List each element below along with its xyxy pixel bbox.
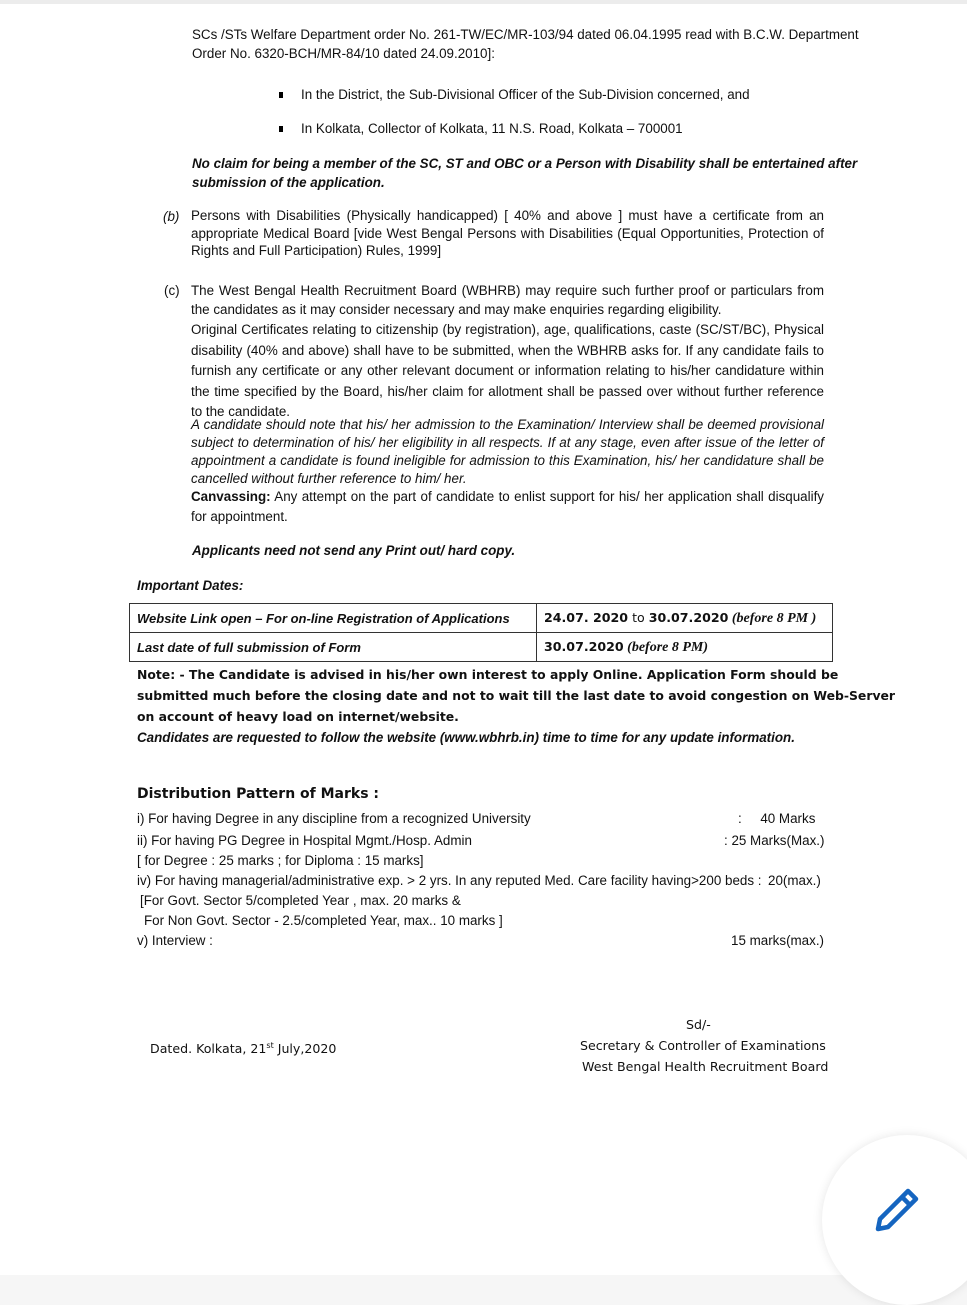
marks-item-ii: ii) For having PG Degree in Hospital Mgmt./Hosp. Admin: [137, 833, 472, 848]
marks-item-iv-sub2: For Non Govt. Sector - 2.5/completed Year, max.. 10 marks ]: [144, 913, 503, 928]
no-claim-line1: No claim for being a member of the SC, ST and OBC or a Person with Disability shall be entertained after: [192, 156, 858, 171]
bullet-item-kolkata: In Kolkata, Collector of Kolkata, 11 N.S. Road, Kolkata – 700001: [301, 121, 683, 136]
distribution-heading: Distribution Pattern of Marks :: [137, 786, 380, 802]
note-line2: submitted much before the closing date and not to wait till the last date to avoid congestion on Web-Server: [137, 688, 896, 703]
table-row: [130, 633, 833, 662]
date-value-cell: [537, 633, 833, 662]
dated-suffix: July,2020: [273, 1041, 337, 1057]
important-dates-heading: Important Dates:: [137, 578, 244, 593]
date-value: 30.07.2020: [648, 609, 729, 625]
dated-line: [150, 1037, 336, 1058]
marks-value-v: 15 marks(max.): [731, 933, 825, 948]
top-divider: [0, 0, 967, 4]
item-c-text1: The West Bengal Health Recruitment Board (WBHRB) may require such further proof or particulars from the candidates as it may consider necessary and may make enquiries regarding eligibility.: [191, 283, 824, 317]
marks-value-ii: : 25 Marks(Max.): [724, 833, 825, 848]
marks-item-v: v) Interview :: [137, 933, 213, 948]
item-c-text2: Original Certificates relating to citizenship (by registration), age, qualifications, caste (SC/ST/BC), Physical disability (40% and above) shall have to be submitted, when the WBHRB asks for. If any candidate fails to furnish any certificate or any other relevant document or information relating to his/her candidature within the time specified by the Board, his/her claim for allotment shall be passed over without further reference to the candidate.: [191, 322, 824, 419]
item-label-b: (b): [163, 209, 180, 224]
date-label: Last date of full submission of Form: [137, 639, 361, 655]
marks-item-iv: iv) For having managerial/administrative exp. > 2 yrs. In any reputed Med. Care facility having>200 beds :: [137, 873, 762, 888]
canvassing-text: Any attempt on the part of candidate to enlist support for his/ her application shall disqualify for appointment.: [191, 489, 824, 524]
marks-item-i: i) For having Degree in any discipline from a recognized University: [137, 811, 531, 826]
note-line1: Note: - The Candidate is advised in his/her own interest to apply Online. Application Form should be: [137, 667, 839, 682]
pencil-icon: [872, 1185, 922, 1235]
marks-item-iv-sub1: [For Govt. Sector 5/completed Year , max. 20 marks &: [140, 893, 461, 908]
note-line3: on account of heavy load on internet/website.: [137, 709, 459, 724]
item-label-c: (c): [164, 283, 180, 298]
marks-item-ii-sub: [ for Degree : 25 marks ; for Diploma : 15 marks]: [137, 853, 424, 868]
p1-line2: Order No. 6320-BCH/MR-84/10 dated 24.09.2010]:: [192, 46, 495, 61]
dated-text: Dated. Kolkata, 21: [150, 1041, 267, 1057]
date-label-cell: Website Link open – For on-line Registration of Applications: [130, 604, 537, 633]
no-claim-line2: submission of the application.: [192, 175, 385, 190]
date-time-note: (before 8 PM ): [728, 610, 817, 626]
date-separator: to: [628, 609, 649, 625]
no-print-notice: Applicants need not send any Print out/ hard copy.: [192, 543, 516, 558]
bullet-marker: [279, 126, 283, 132]
canvassing-paragraph: [191, 487, 824, 527]
important-dates-table: [129, 603, 833, 662]
date-value-cell: [537, 604, 833, 633]
marks-value-i: : 40 Marks: [738, 811, 816, 826]
table-row: [130, 604, 833, 633]
canvassing-label: Canvassing:: [191, 489, 271, 504]
p1-line1: SCs /STs Welfare Department order No. 261-TW/EC/MR-103/94 dated 06.04.1995 read with B.C.W. Department: [192, 27, 859, 42]
date-value: 24.07. 2020: [544, 609, 629, 625]
marks-value-iv: 20(max.): [768, 873, 821, 888]
signature-sd: Sd/-: [686, 1017, 711, 1032]
provisional-notice: A candidate should note that his/ her admission to the Examination/ Interview shall be deemed provisional subject to determination of his/ her eligibility in all respects. If at any stage, even after issue of the letter of appointment a candidate is found ineligible for admission to this Examination, his/ her candidature shall be cancelled without further reference to him/ her.: [191, 417, 824, 486]
bullet-item-district: In the District, the Sub-Divisional Officer of the Sub-Division concerned, and: [301, 87, 750, 102]
item-b-text: Persons with Disabilities (Physically handicapped) [ 40% and above ] must have a certificate from an appropriate Medical Board [vide West Bengal Persons with Disabilities (Equal Opportunities, Protection of Rights and Full Participation) Rules, 1999]: [191, 208, 824, 258]
date-value: 30.07.2020: [544, 638, 624, 654]
date-time-note: (before 8 PM): [623, 639, 709, 655]
date-label-cell: [130, 633, 537, 662]
signatory-organisation: West Bengal Health Recruitment Board: [582, 1059, 829, 1074]
note-website: Candidates are requested to follow the website (www.wbhrb.in) time to time for any update information.: [137, 730, 795, 745]
signatory-title: Secretary & Controller of Examinations: [580, 1038, 826, 1053]
dated-superscript: st: [266, 1041, 274, 1050]
bullet-marker: [279, 92, 283, 98]
